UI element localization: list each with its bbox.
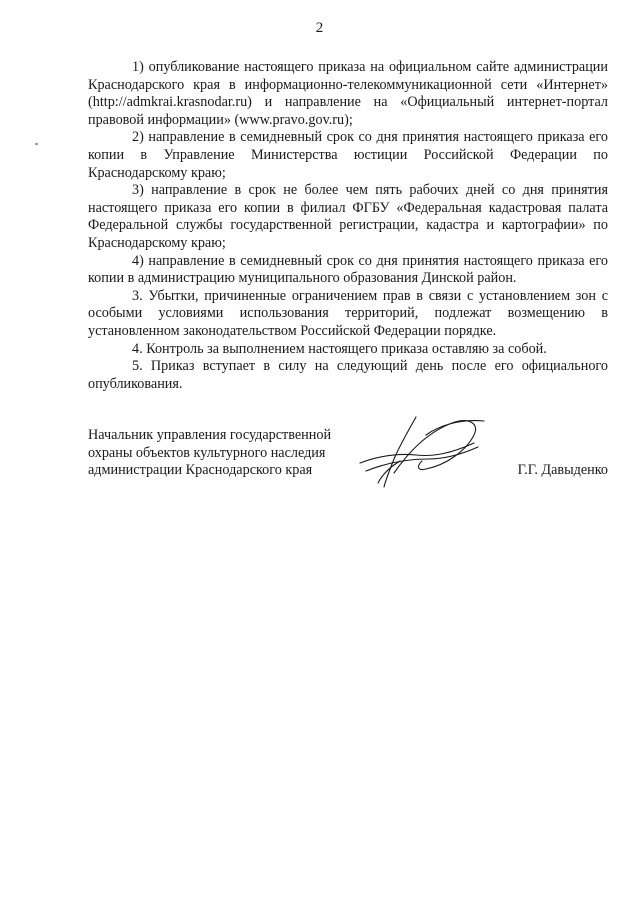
signer-title-line: Начальник управления государственной <box>88 427 332 443</box>
paragraph-justice-ministry: 2) направление в семидневный срок со дня принятия настоящего приказа его копии в Управление Министерства юстиции Российской Федерации по Краснодарскому краю; <box>88 129 608 181</box>
document-body <box>88 59 608 393</box>
signature-block <box>88 427 608 497</box>
margin-mark <box>35 143 38 145</box>
signer-title <box>88 427 358 480</box>
paragraph-municipal-administration: 4) направление в семидневный срок со дня принятия настоящего приказа его копии в администрацию муниципального образования Динской район. <box>88 252 608 287</box>
paragraph-control: 4. Контроль за выполнением настоящего приказа оставляю за собой. <box>132 340 547 357</box>
signer-title-line: администрации Краснодарского края <box>88 462 313 479</box>
paragraph-losses: 3. Убытки, причиненные ограничением прав в связи с установлением зон с особыми условиями использования территорий, подлежат возмещению в установленном законодательством Российской Федерации порядке. <box>88 287 608 339</box>
page-number: 2 <box>315 20 324 36</box>
signer-title-line: охраны объектов культурного наследия <box>88 444 326 461</box>
paragraph-cadastral-chamber: 3) направление в срок не более чем пять рабочих дней со дня принятия настоящего приказа его копии в филиал ФГБУ «Федеральная кадастровая палата Федеральной службы государственной регистрации, кадастра и картографии» по Краснодарскому краю; <box>88 182 608 251</box>
paragraph-effective-date: 5. Приказ вступает в силу на следующий день после его официального опубликования. <box>88 358 608 392</box>
handwritten-signature <box>356 413 496 493</box>
paragraph-publication: 1) опубликование настоящего приказа на официальном сайте администрации Краснодарского края в информационно-телекоммуникационной сети «Интернет» (http://admkrai.krasnodar.ru) и направление на «Официальный интернет-портал правовой информации» (www.pravo.gov.ru); <box>88 59 608 128</box>
signer-name: Г.Г. Давыденко <box>517 462 608 478</box>
